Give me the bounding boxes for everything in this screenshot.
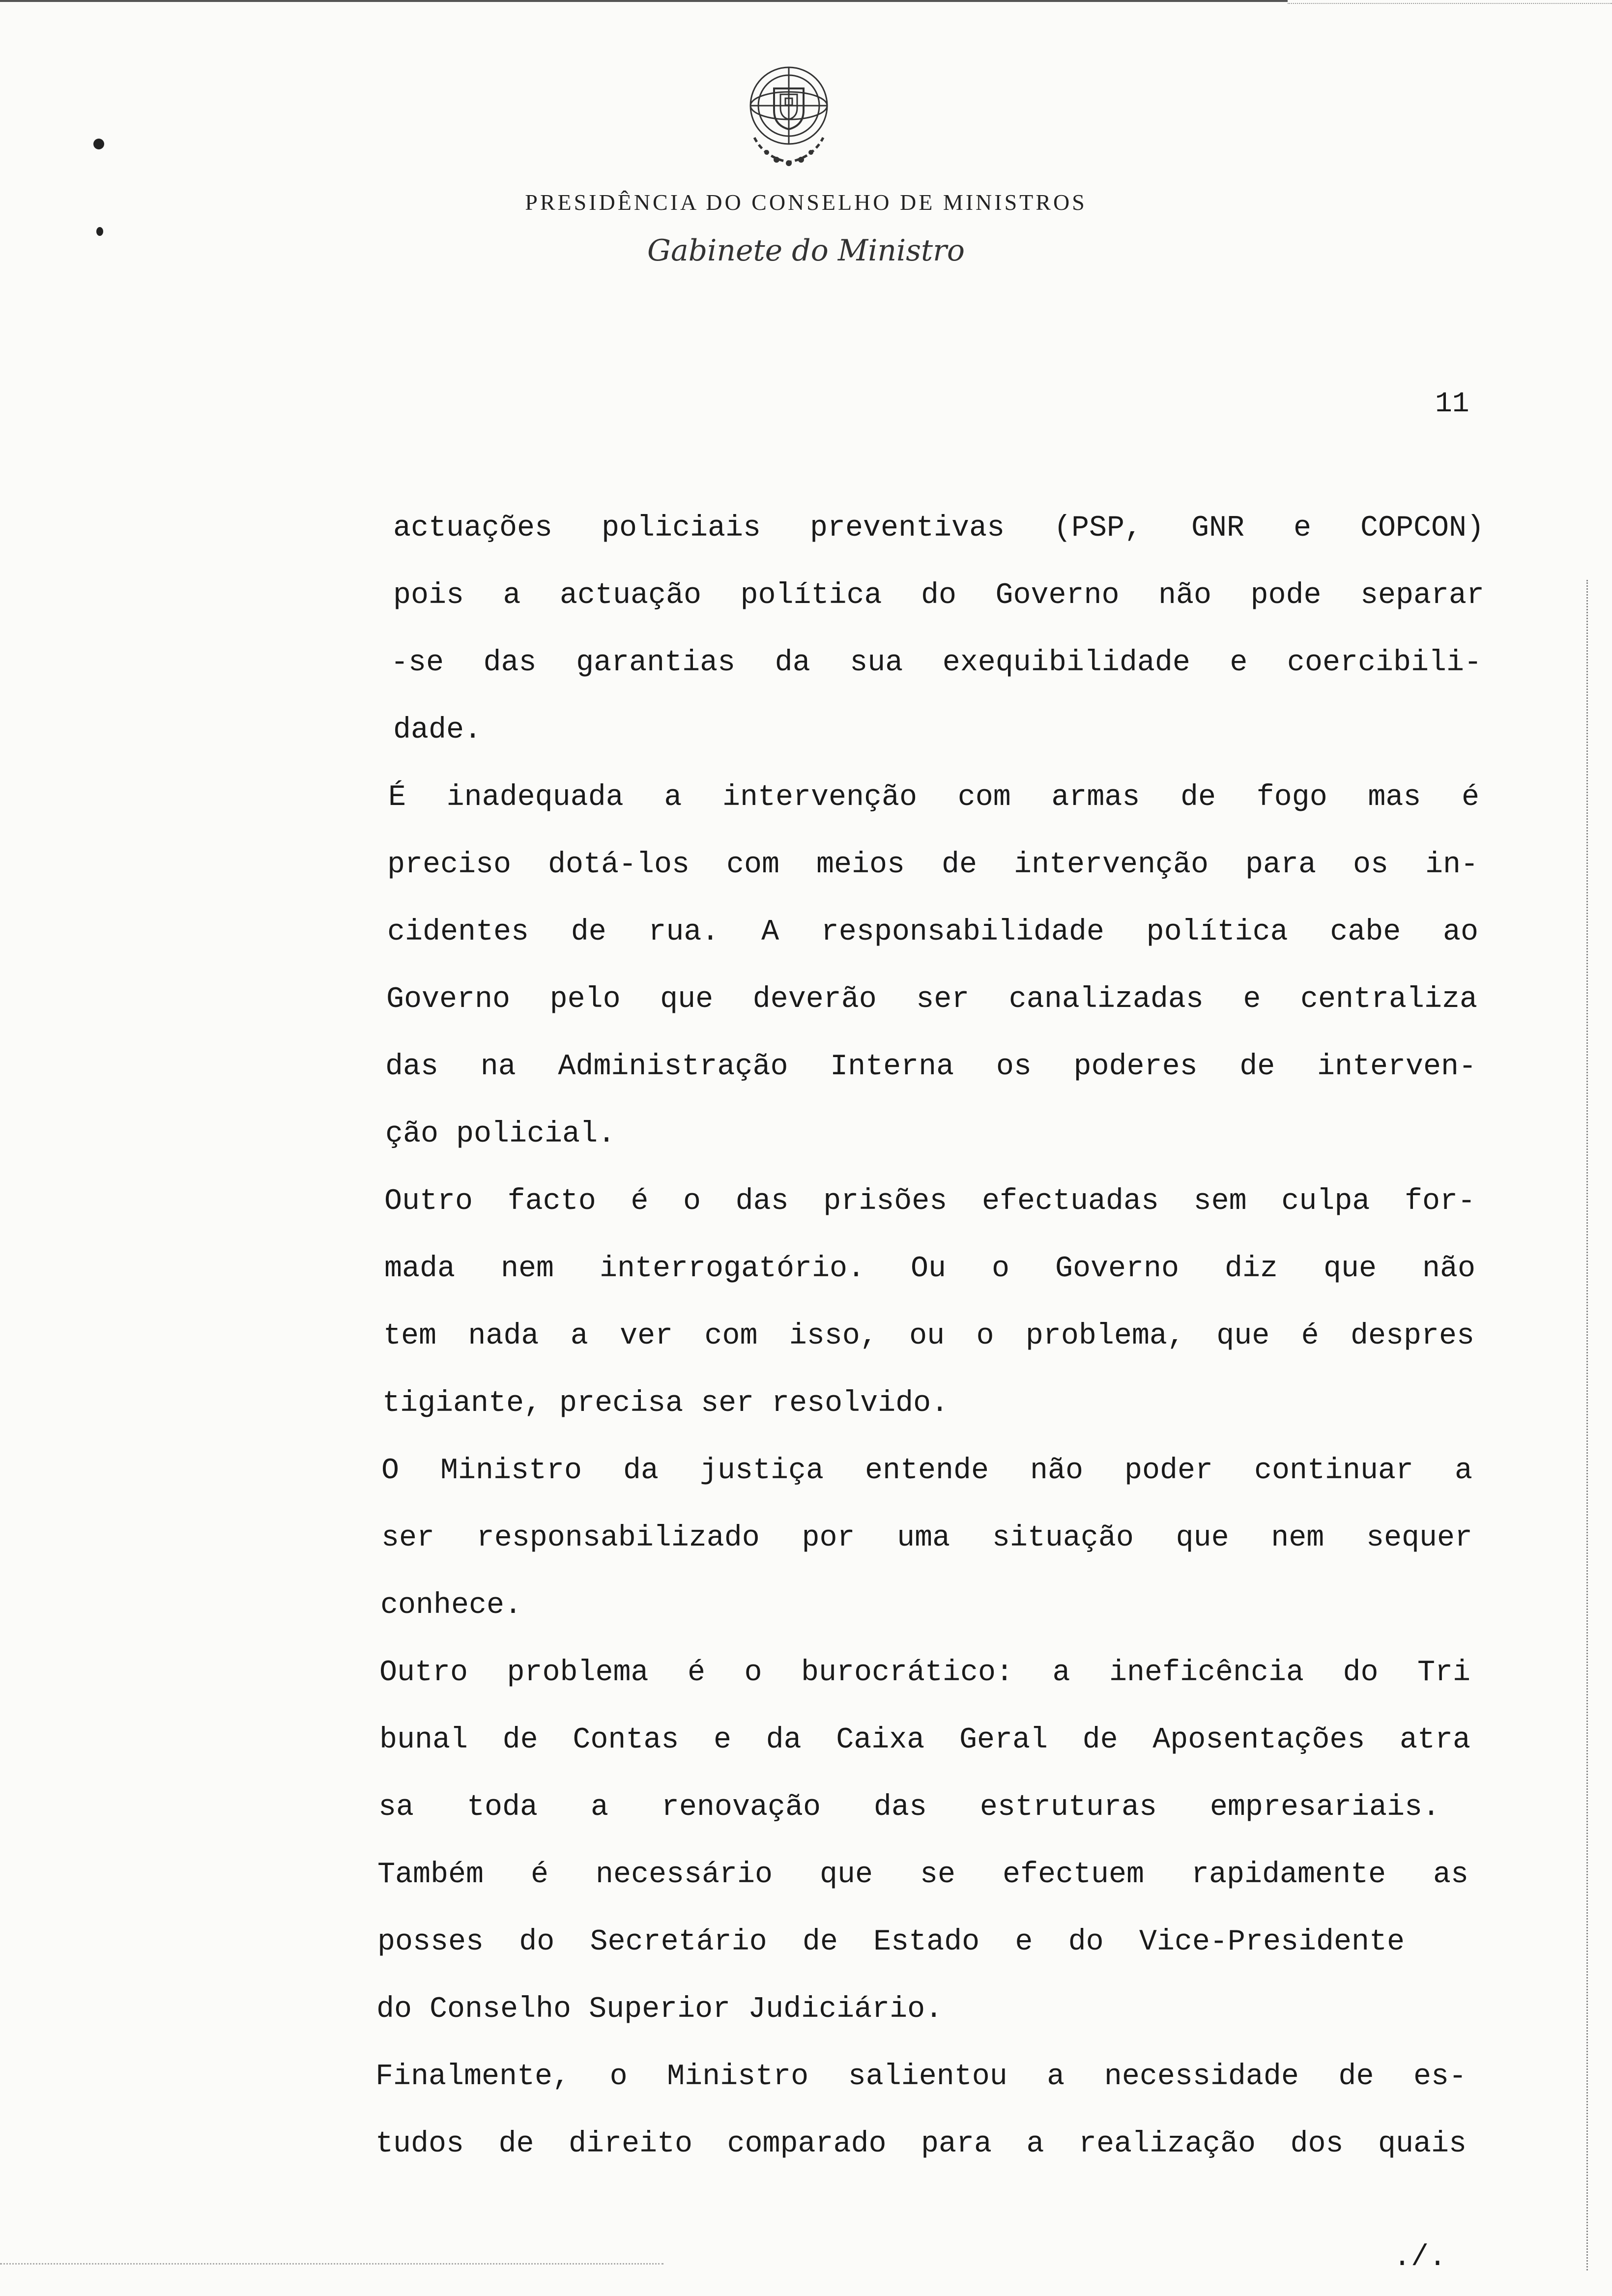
text-line: ser responsabilizado por uma situação que nem sequer [381, 1521, 1472, 1555]
text-line: É inadequada a intervenção com armas de fogo mas é [388, 781, 1479, 814]
text-line: Governo pelo que deverão ser canalizadas e centraliza [386, 983, 1477, 1016]
punch-hole-mark [93, 139, 104, 149]
top-rule-faint [1288, 3, 1612, 4]
text-line: Outro problema é o burocrático: a ineficência do Tri [379, 1656, 1470, 1690]
text-line: tigiante, precisa ser resolvido. [382, 1387, 949, 1420]
text-line: Outro facto é o das prisões efectuadas sem culpa for- [384, 1185, 1475, 1218]
text-line: bunal de Contas e da Caixa Geral de Aposentações atra [379, 1723, 1470, 1757]
text-line: -se das garantias da sua exequibilidade e coercibili- [391, 646, 1482, 680]
page-number: 11 [1435, 388, 1469, 420]
text-line: actuações policiais preventivas (PSP, GNR e COPCON) [393, 512, 1484, 545]
text-line: ção policial. [385, 1118, 616, 1151]
continuation-mark: ./. [1393, 2241, 1447, 2274]
text-line: tem nada a ver com isso, ou o problema, que é despres [383, 1320, 1474, 1353]
text-line: posses do Secretário de Estado e do Vice-Presidente [377, 1925, 1405, 1959]
text-line: mada nem interrogatório. Ou o Governo diz que não [384, 1252, 1475, 1286]
text-line: preciso dotá-los com meios de intervenção para os in- [387, 848, 1478, 882]
text-line: sa toda a renovação das estruturas empresariais. [378, 1791, 1440, 1824]
cabinet-subheading: Gabinete do Ministro [647, 233, 965, 268]
text-line: das na Administração Interna os poderes de interven- [385, 1050, 1476, 1084]
text-line: Finalmente, o Ministro salientou a necessidade de es- [375, 2060, 1467, 2094]
text-line: dade. [393, 714, 482, 747]
text-line: do Conselho Superior Judiciário. [376, 1993, 943, 2026]
office-heading: PRESIDÊNCIA DO CONSELHO DE MINISTROS [525, 190, 1087, 215]
text-line: O Ministro da justiça entende não poder continuar a [381, 1454, 1472, 1488]
text-line: conhece. [380, 1589, 522, 1622]
top-rule [0, 0, 1288, 2]
coat-of-arms-seal [727, 54, 850, 177]
text-line: cidentes de rua. A responsabilidade política cabe ao [387, 916, 1478, 949]
scan-edge-artifact [1586, 580, 1596, 2270]
bottom-scan-noise [0, 2263, 663, 2265]
punch-hole-mark [96, 227, 103, 236]
text-line: Também é necessário que se efectuem rapidamente as [377, 1858, 1468, 1892]
text-line: pois a actuação política do Governo não pode separar [393, 579, 1484, 612]
text-line: tudos de direito comparado para a realização dos quais [375, 2127, 1467, 2161]
